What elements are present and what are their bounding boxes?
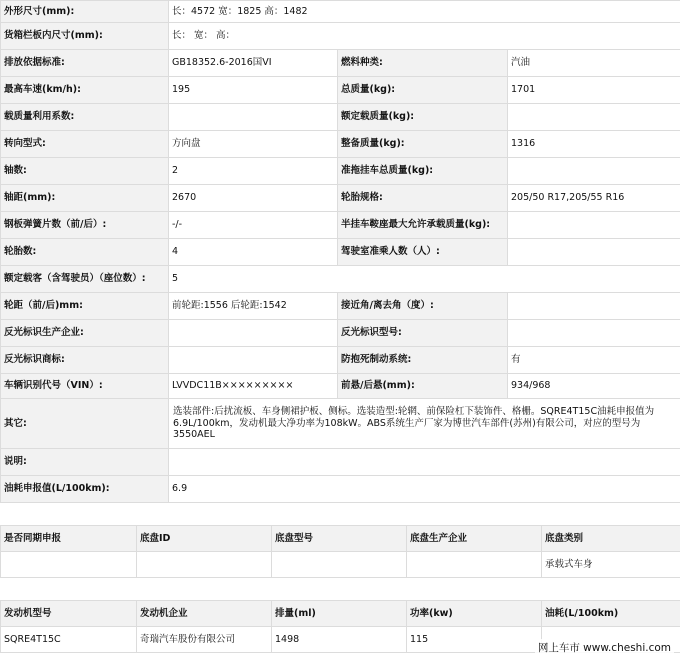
spec-value: 方向盘: [169, 131, 338, 158]
spec-label: 轮距（前/后)mm:: [1, 293, 169, 320]
spec-row: [1, 320, 680, 347]
spec-value: 6.9: [169, 476, 680, 503]
spec-label: 最高车速(km/h):: [1, 77, 169, 104]
engine-header-cell: 功率(kw): [407, 601, 542, 627]
spec-value: [169, 320, 338, 347]
spec-row: [1, 347, 680, 374]
engine-value-cell: 115: [407, 627, 542, 653]
spec-label: 外形尺寸(mm):: [1, 1, 169, 23]
spec-label: 反光标识商标:: [1, 347, 169, 374]
engine-value-cell: SQRE4T15C: [1, 627, 137, 653]
spec-label: 驾驶室准乘人数（人）:: [338, 239, 508, 266]
spec-label: 轴数:: [1, 158, 169, 185]
spec-value: LVVDC11B×××××××××: [169, 374, 338, 399]
spec-row: [1, 1, 680, 23]
spec-label: 车辆识别代号（VIN）:: [1, 374, 169, 399]
spec-label: 转向型式:: [1, 131, 169, 158]
spec-row: [1, 104, 680, 131]
spec-value: 1316: [508, 131, 680, 158]
spec-value: [169, 347, 338, 374]
spec-label: 轮胎规格:: [338, 185, 508, 212]
spec-label: 载质量利用系数:: [1, 104, 169, 131]
spec-row: [1, 212, 680, 239]
site-footer-watermark: 网上车市 www.cheshi.com: [535, 639, 674, 656]
spec-label: 货箱栏板内尺寸(mm):: [1, 23, 169, 50]
spec-value: [169, 449, 680, 476]
chassis-header-row: [1, 526, 680, 552]
engine-header-cell: 发动机型号: [1, 601, 137, 627]
chassis-value-cell: [272, 552, 407, 578]
spec-value: 长：4572 宽：1825 高：1482: [169, 1, 680, 23]
spec-value: [508, 212, 680, 239]
spec-label: 准拖挂车总质量(kg):: [338, 158, 508, 185]
spec-value: 5: [169, 266, 680, 293]
spec-label: 轮胎数:: [1, 239, 169, 266]
chassis-header-cell: 底盘型号: [272, 526, 407, 552]
spec-label: 额定载质量(kg):: [338, 104, 508, 131]
spec-label: 接近角/离去角（度）:: [338, 293, 508, 320]
spec-value: 2: [169, 158, 338, 185]
chassis-header-cell: 底盘生产企业: [407, 526, 542, 552]
chassis-value-cell: 承载式车身: [542, 552, 680, 578]
spec-value: [508, 239, 680, 266]
spec-row: [1, 399, 680, 449]
spec-row: [1, 158, 680, 185]
spec-label: 说明:: [1, 449, 169, 476]
spec-label: 额定载客（含驾驶员）（座位数）:: [1, 266, 169, 293]
engine-header-cell: 排量(ml): [272, 601, 407, 627]
spec-row: [1, 185, 680, 212]
spec-label: 反光标识生产企业:: [1, 320, 169, 347]
spec-row: [1, 449, 680, 476]
spec-value: GB18352.6-2016国VI: [169, 50, 338, 77]
spec-row: [1, 77, 680, 104]
spec-value: 汽油: [508, 50, 680, 77]
spec-value: [169, 104, 338, 131]
spec-label: 防抱死制动系统:: [338, 347, 508, 374]
spec-label: 油耗申报值(L/100km):: [1, 476, 169, 503]
spec-label: 反光标识型号:: [338, 320, 508, 347]
engine-value-cell: 奇瑞汽车股份有限公司: [137, 627, 272, 653]
chassis-header-cell: 是否同期申报: [1, 526, 137, 552]
chassis-value-cell: [1, 552, 137, 578]
chassis-header-cell: 底盘ID: [137, 526, 272, 552]
spec-value: 205/50 R17,205/55 R16: [508, 185, 680, 212]
spec-value: 934/968: [508, 374, 680, 399]
spec-value: [508, 158, 680, 185]
spec-value: 长： 宽： 高：: [169, 23, 680, 50]
engine-header-cell: 发动机企业: [137, 601, 272, 627]
spec-label: 前悬/后悬(mm):: [338, 374, 508, 399]
engine-header-row: [1, 601, 680, 627]
spec-label: 整备质量(kg):: [338, 131, 508, 158]
spec-label: 燃料种类:: [338, 50, 508, 77]
spec-value: 前轮距:1556 后轮距:1542: [169, 293, 338, 320]
spec-value: 195: [169, 77, 338, 104]
spec-value: 4: [169, 239, 338, 266]
spec-label: 总质量(kg):: [338, 77, 508, 104]
spec-label: 其它:: [1, 399, 169, 449]
spec-value: 有: [508, 347, 680, 374]
chassis-value-row: [1, 552, 680, 578]
spec-row: [1, 131, 680, 158]
spec-value: 选装部件:后扰流板、车身侧裙护板、侧标。选装造型:轮辋、前保险杠下装饰件、格栅。SQRE4T15C油耗申报值为6.9L/100km，发动机最大净功率为108kW。ABS系统生产厂家为博世汽车部件(苏州)有限公司，对应的型号为3550AEL: [169, 399, 680, 449]
spec-label: 半挂车鞍座最大允许承载质量(kg):: [338, 212, 508, 239]
spec-value: [508, 293, 680, 320]
spec-value: [508, 104, 680, 131]
spec-value: 2670: [169, 185, 338, 212]
engine-value-cell: 1498: [272, 627, 407, 653]
spec-row: [1, 476, 680, 503]
chassis-table: [0, 525, 680, 578]
engine-header-cell: 油耗(L/100km): [542, 601, 680, 627]
spec-row: [1, 374, 680, 399]
spec-row: [1, 50, 680, 77]
spec-value: -/-: [169, 212, 338, 239]
spec-row: [1, 266, 680, 293]
spec-value: 1701: [508, 77, 680, 104]
spec-label: 钢板弹簧片数（前/后）:: [1, 212, 169, 239]
spec-value: [508, 320, 680, 347]
spec-row: [1, 23, 680, 50]
chassis-value-cell: [137, 552, 272, 578]
spec-row: [1, 239, 680, 266]
spec-label: 排放依据标准:: [1, 50, 169, 77]
spec-label: 轴距(mm):: [1, 185, 169, 212]
chassis-header-cell: 底盘类别: [542, 526, 680, 552]
spec-row: [1, 293, 680, 320]
chassis-value-cell: [407, 552, 542, 578]
